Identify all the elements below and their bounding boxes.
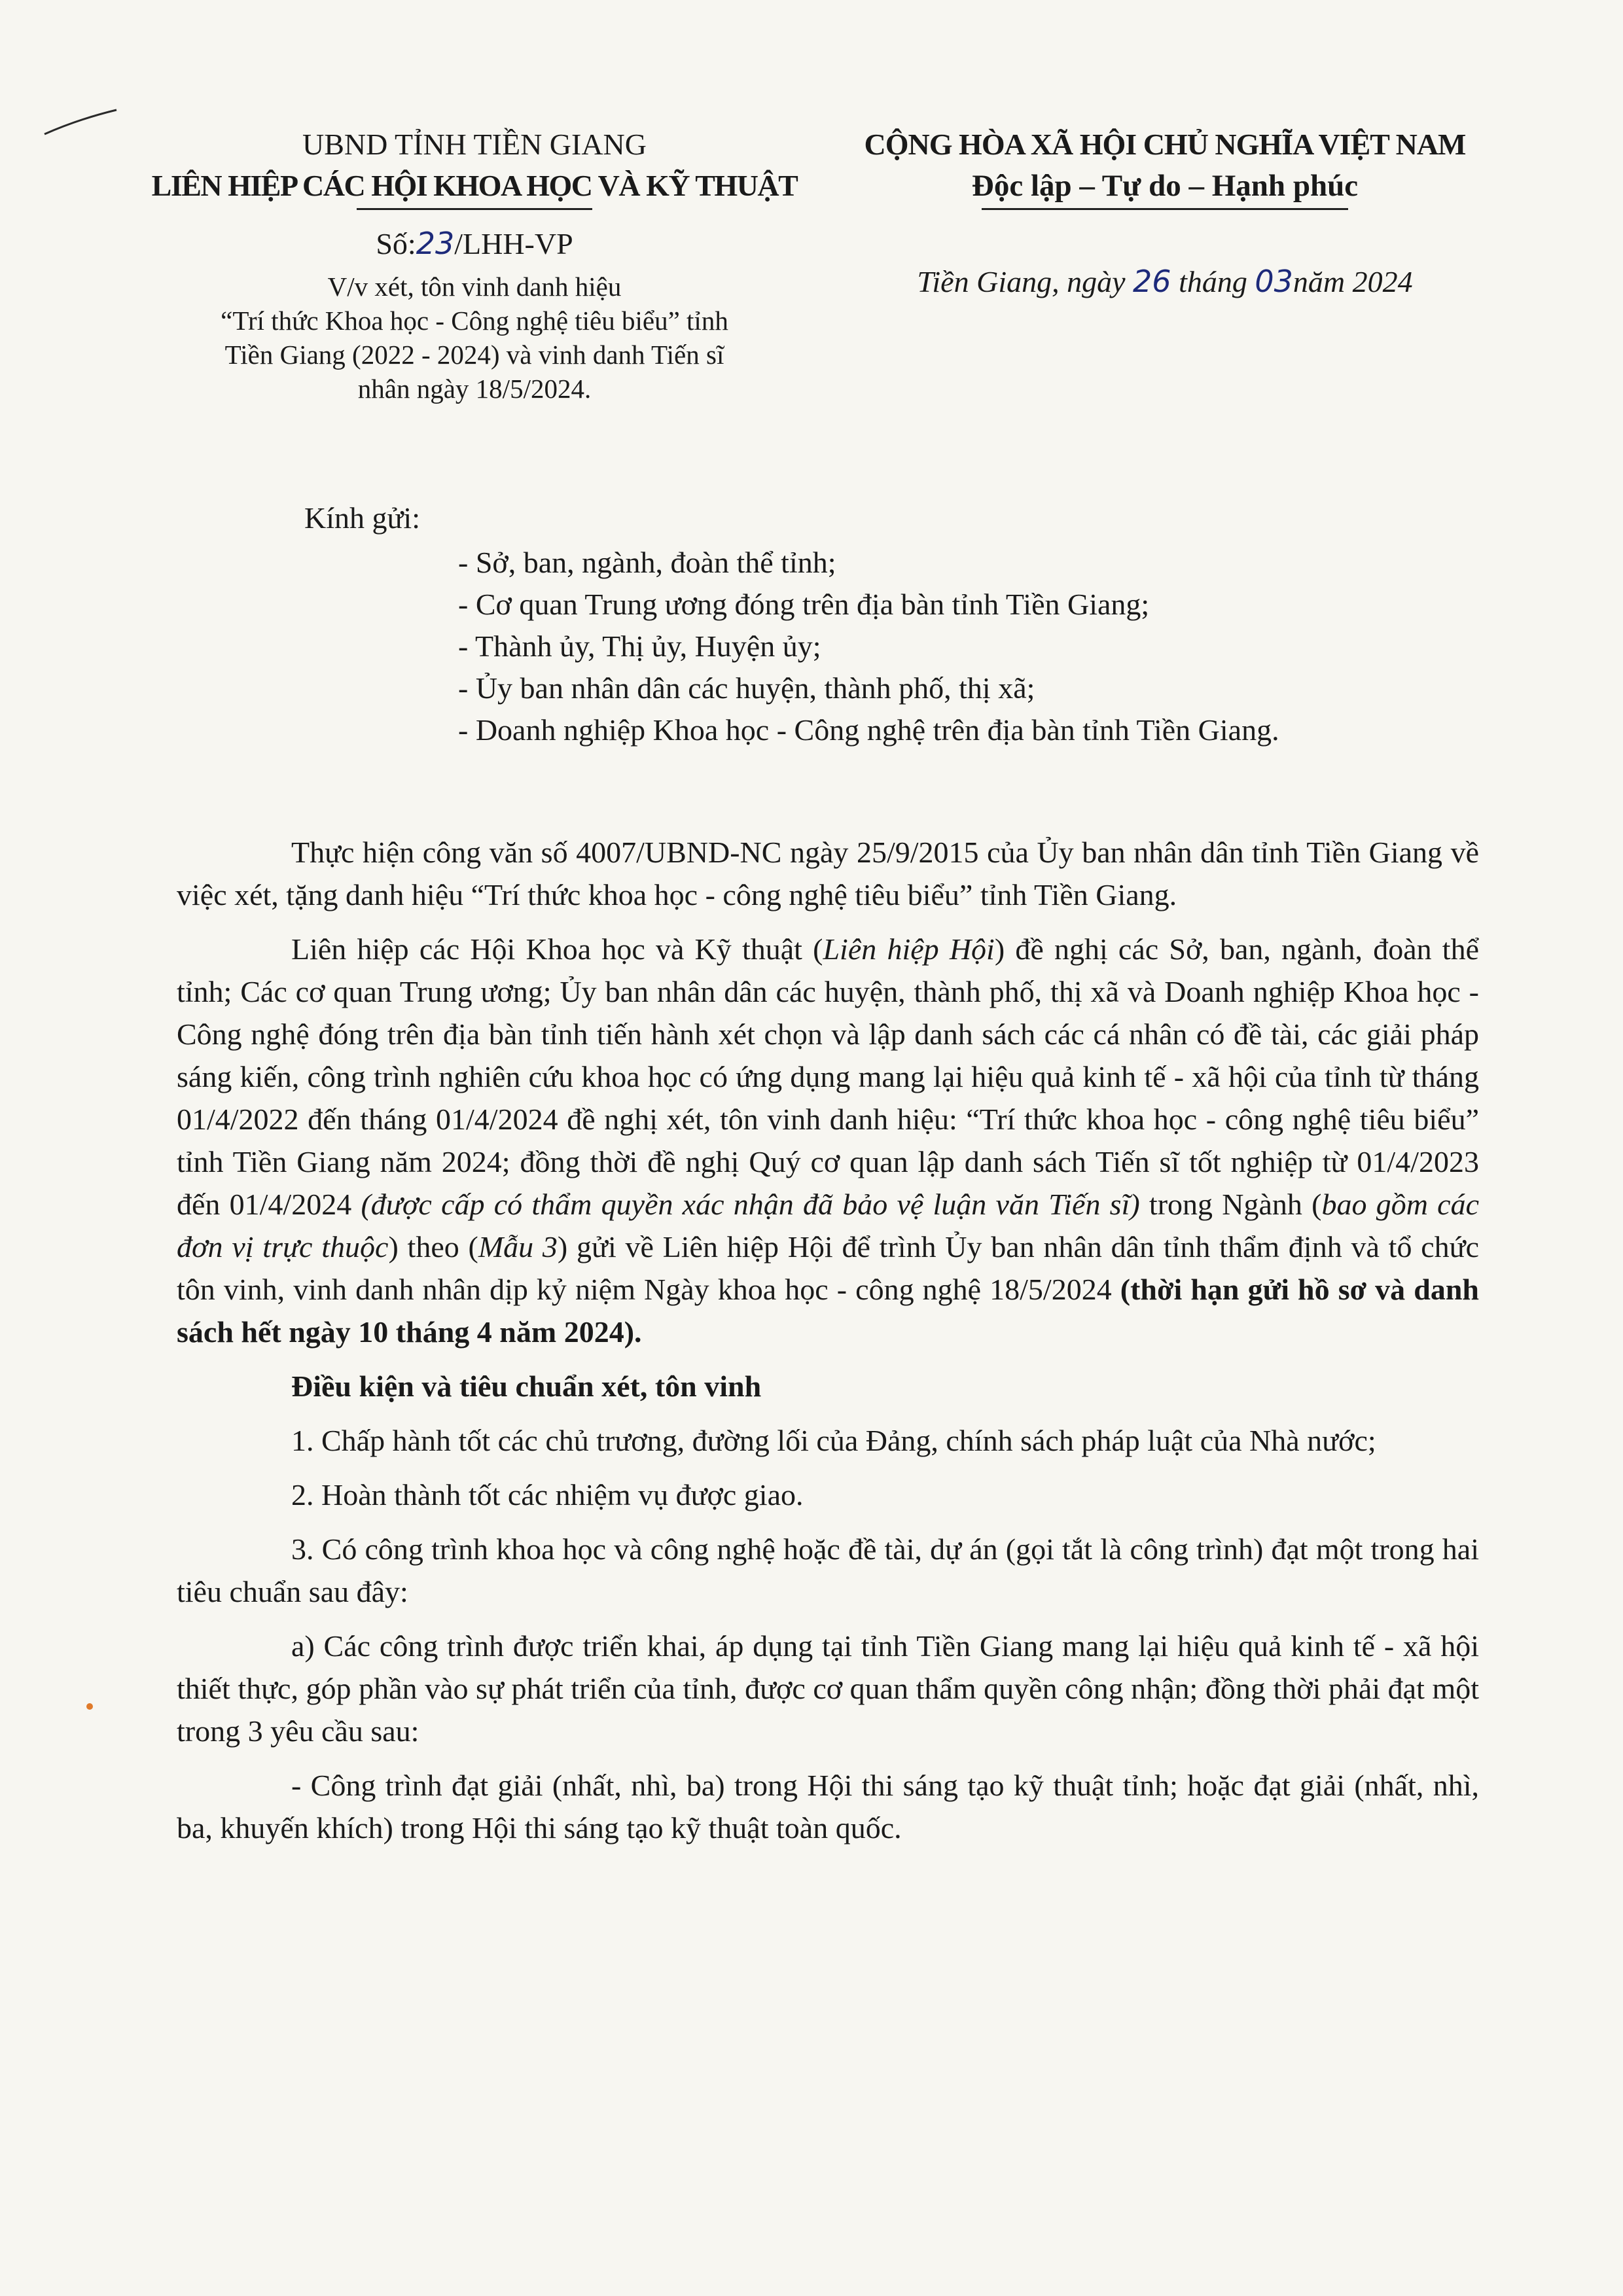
request-italic: Liên hiệp Hội bbox=[823, 932, 995, 966]
request-italic: (được cấp có thẩm quyền xác nhận đã bảo vệ luận văn Tiến sĩ) bbox=[361, 1188, 1140, 1221]
salutation: Kính gửi: bbox=[304, 501, 420, 535]
request-text: ) gửi về Liên hiệp Hội để trình Ủy ban nhân dân tỉnh thẩm định và tổ chức tôn vinh, vinh danh nhân dịp kỷ niệm Ngày khoa học - công nghệ 18/5/2024 bbox=[177, 1230, 1479, 1306]
margin-dot bbox=[86, 1703, 93, 1710]
document-subject bbox=[154, 270, 795, 406]
criterion-item: 2. Hoàn thành tốt các nhiệm vụ được giao. bbox=[291, 1478, 804, 1511]
document-number bbox=[131, 223, 818, 264]
pen-stroke-mark bbox=[39, 105, 124, 144]
criterion-subitem: a) Các công trình được triển khai, áp dụng tại tỉnh Tiền Giang mang lại hiệu quả kinh tế - xã hội thiết thực, góp phần vào sự phát triển của tỉnh, được cơ quan thẩm quyền công nhận; đồng thời phải đạt một trong 3 yêu cầu sau: bbox=[177, 1629, 1479, 1748]
subject-line: nhân ngày 18/5/2024. bbox=[357, 374, 592, 404]
date-middle: tháng bbox=[1171, 265, 1255, 298]
paragraph-request bbox=[177, 928, 1479, 1353]
doc-number-prefix: Số: bbox=[376, 227, 416, 260]
doc-number-handwritten: 23 bbox=[416, 226, 455, 261]
province-name: UBND TỈNH TIỀN GIANG bbox=[302, 128, 647, 161]
motto-underline bbox=[982, 208, 1348, 210]
criterion-item: 3. Có công trình khoa học và công nghệ hoặc đề tài, dự án (gọi tắt là công trình) đạt một trong hai tiêu chuẩn sau đây: bbox=[177, 1532, 1479, 1608]
organization-underline bbox=[357, 208, 592, 210]
request-deadline: (thời hạn gửi hồ sơ và danh sách hết ngày 10 tháng 4 năm 2024). bbox=[177, 1273, 1479, 1349]
request-text: Liên hiệp các Hội Khoa học và Kỹ thuật ( bbox=[291, 932, 823, 966]
request-text: ) theo ( bbox=[388, 1230, 478, 1263]
request-text: ) đề nghị các Sở, ban, ngành, đoàn thể tỉnh; Các cơ quan Trung ương; Ủy ban nhân dân các huyện, thành phố, thị xã và Doanh nghiệp Khoa học - Công nghệ đóng trên địa bàn tỉnh tiến hành xét chọn và lập danh sách các cá nhân có đề tài, các giải pháp sáng kiến, công trình nghiên cứu khoa học có ứng dụng mang lại hiệu quả kinh tế - xã hội của tỉnh từ tháng 01/4/2022 đến tháng 01/4/2024 đề nghị xét, tôn vinh danh hiệu: “Trí thức khoa học - công nghệ tiêu biểu” tỉnh Tiền Giang năm 2024; đồng thời đề nghị Quý cơ quan lập danh sách Tiến sĩ tốt nghiệp từ 01/4/2023 đến 01/4/2024 bbox=[177, 932, 1480, 1221]
recipient-item: - Thành ủy, Thị ủy, Huyện ủy; bbox=[458, 629, 821, 663]
date-prefix: Tiền Giang, ngày bbox=[917, 265, 1133, 298]
document-body bbox=[177, 831, 1479, 1861]
header-left bbox=[131, 124, 818, 406]
recipient-item: - Cơ quan Trung ương đóng trên địa bàn tỉnh Tiền Giang; bbox=[458, 588, 1150, 621]
section-heading: Điều kiện và tiêu chuẩn xét, tôn vinh bbox=[291, 1369, 762, 1403]
recipient-item: - Doanh nghiệp Khoa học - Công nghệ trên địa bàn tỉnh Tiền Giang. bbox=[458, 713, 1279, 747]
national-motto: Độc lập – Tự do – Hạnh phúc bbox=[971, 169, 1359, 203]
doc-number-suffix: /LHH-VP bbox=[454, 227, 573, 260]
nation-title: CỘNG HÒA XÃ HỘI CHỦ NGHĨA VIỆT NAM bbox=[864, 128, 1466, 161]
header-right bbox=[844, 124, 1486, 302]
recipient-item: - Ủy ban nhân dân các huyện, thành phố, thị xã; bbox=[458, 671, 1035, 705]
place-and-date bbox=[844, 261, 1486, 302]
date-month-handwritten: 03 bbox=[1255, 264, 1293, 299]
request-text: trong Ngành ( bbox=[1139, 1188, 1322, 1221]
criterion-item: 1. Chấp hành tốt các chủ trương, đường lối của Đảng, chính sách pháp luật của Nhà nước; bbox=[291, 1424, 1376, 1457]
subject-line: V/v xét, tôn vinh danh hiệu bbox=[327, 272, 622, 302]
subject-line: Tiền Giang (2022 - 2024) và vinh danh Tiến sĩ bbox=[224, 340, 724, 370]
organization-name: LIÊN HIỆP CÁC HỘI KHOA HỌC VÀ KỸ THUẬT bbox=[151, 169, 798, 202]
request-italic: Mẫu 3 bbox=[478, 1230, 558, 1263]
criterion-subitem: - Công trình đạt giải (nhất, nhì, ba) trong Hội thi sáng tạo kỹ thuật tỉnh; hoặc đạt giải (nhất, nhì, ba, khuyến khích) trong Hội thi sáng tạo kỹ thuật toàn quốc. bbox=[177, 1769, 1479, 1845]
subject-line: “Trí thức Khoa học - Công nghệ tiêu biểu” tỉnh bbox=[221, 306, 728, 336]
recipient-item: - Sở, ban, ngành, đoàn thể tỉnh; bbox=[458, 546, 836, 579]
paragraph-intro: Thực hiện công văn số 4007/UBND-NC ngày 25/9/2015 của Ủy ban nhân dân tỉnh Tiền Giang về việc xét, tặng danh hiệu “Trí thức khoa học - công nghệ tiêu biểu” tỉnh Tiền Giang. bbox=[177, 836, 1479, 911]
recipient-list bbox=[458, 542, 1505, 751]
request-italic: bao gồm các đơn vị trực thuộc bbox=[177, 1188, 1479, 1263]
date-day-handwritten: 26 bbox=[1133, 264, 1171, 299]
date-suffix: năm 2024 bbox=[1293, 265, 1413, 298]
